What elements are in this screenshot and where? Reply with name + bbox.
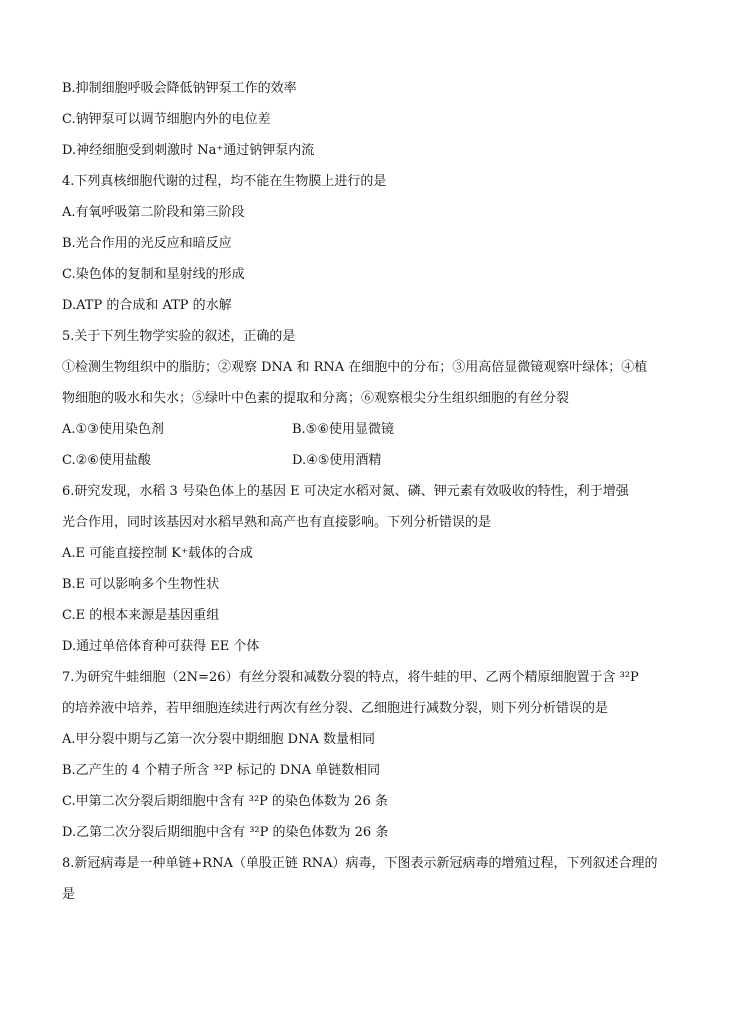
q5-options-row-2 — [62, 452, 382, 470]
q7-stem-line-1: 7.为研究牛蛙细胞（2N=26）有丝分裂和减数分裂的特点，将牛蛙的甲、乙两个精原细胞置于含 ³²P — [62, 670, 639, 685]
q7-option-d: D.乙第二次分裂后期细胞中含有 ³²P 的染色体数为 26 条 — [62, 825, 389, 840]
q3-option-d: D.神经细胞受到刺激时 Na⁺通过钠钾泵内流 — [62, 143, 315, 158]
q6-stem-line-1: 6.研究发现，水稻 3 号染色体上的基因 E 可决定水稻对氮、磷、钾元素有效吸收的特性，利于增强 — [62, 484, 629, 499]
q5-experiments-line-2: 物细胞的吸水和失水；⑤绿叶中色素的提取和分离；⑥观察根尖分生组织细胞的有丝分裂 — [62, 391, 570, 406]
q7-option-c: C.甲第二次分裂后期细胞中含有 ³²P 的染色体数为 26 条 — [62, 794, 388, 809]
q6-option-a: A.E 可能直接控制 K⁺载体的合成 — [62, 546, 253, 561]
q5-option-d: D.④⑤使用酒精 — [292, 453, 382, 468]
q5-options-row-1 — [62, 421, 394, 439]
q8-stem-line-2: 是 — [62, 887, 76, 902]
q8-stem-line-1: 8.新冠病毒是一种单链+RNA（单股正链 RNA）病毒，下图表示新冠病毒的增殖过程，下列叙述合理的 — [62, 856, 658, 871]
q5-option-a: A.①③使用染色剂 — [62, 422, 164, 437]
q7-option-a: A.甲分裂中期与乙第一次分裂中期细胞 DNA 数量相同 — [62, 732, 375, 747]
q7-option-b: B.乙产生的 4 个精子所含 ³²P 标记的 DNA 单链数相同 — [62, 763, 381, 778]
q3-option-c: C.钠钾泵可以调节细胞内外的电位差 — [62, 112, 271, 127]
q6-stem-line-2: 光合作用，同时该基因对水稻早熟和高产也有直接影响。下列分析错误的是 — [62, 515, 492, 530]
q5-option-c: C.②⑥使用盐酸 — [62, 453, 151, 468]
q5-option-b: B.⑤⑥使用显微镜 — [292, 422, 394, 437]
q6-option-c: C.E 的根本来源是基因重组 — [62, 608, 220, 623]
q4-option-d: D.ATP 的合成和 ATP 的水解 — [62, 298, 232, 313]
q4-stem: 4.下列真核细胞代谢的过程，均不能在生物膜上进行的是 — [62, 174, 387, 189]
q7-stem-line-2: 的培养液中培养，若甲细胞连续进行两次有丝分裂、乙细胞进行减数分裂，则下列分析错误的是 — [62, 701, 609, 716]
q6-option-d: D.通过单倍体育种可获得 EE 个体 — [62, 639, 260, 654]
q3-option-b: B.抑制细胞呼吸会降低钠钾泵工作的效率 — [62, 81, 297, 96]
q6-option-b: B.E 可以影响多个生物性状 — [62, 577, 220, 592]
q5-experiments-line-1: ①检测生物组织中的脂肪；②观察 DNA 和 RNA 在细胞中的分布；③用高倍显微镜观察叶绿体；④植 — [62, 360, 648, 375]
q4-option-b: B.光合作用的光反应和暗反应 — [62, 236, 232, 251]
q4-option-a: A.有氧呼吸第二阶段和第三阶段 — [62, 205, 245, 220]
q4-option-c: C.染色体的复制和星射线的形成 — [62, 267, 245, 282]
q5-stem: 5.关于下列生物学实验的叙述，正确的是 — [62, 329, 296, 344]
